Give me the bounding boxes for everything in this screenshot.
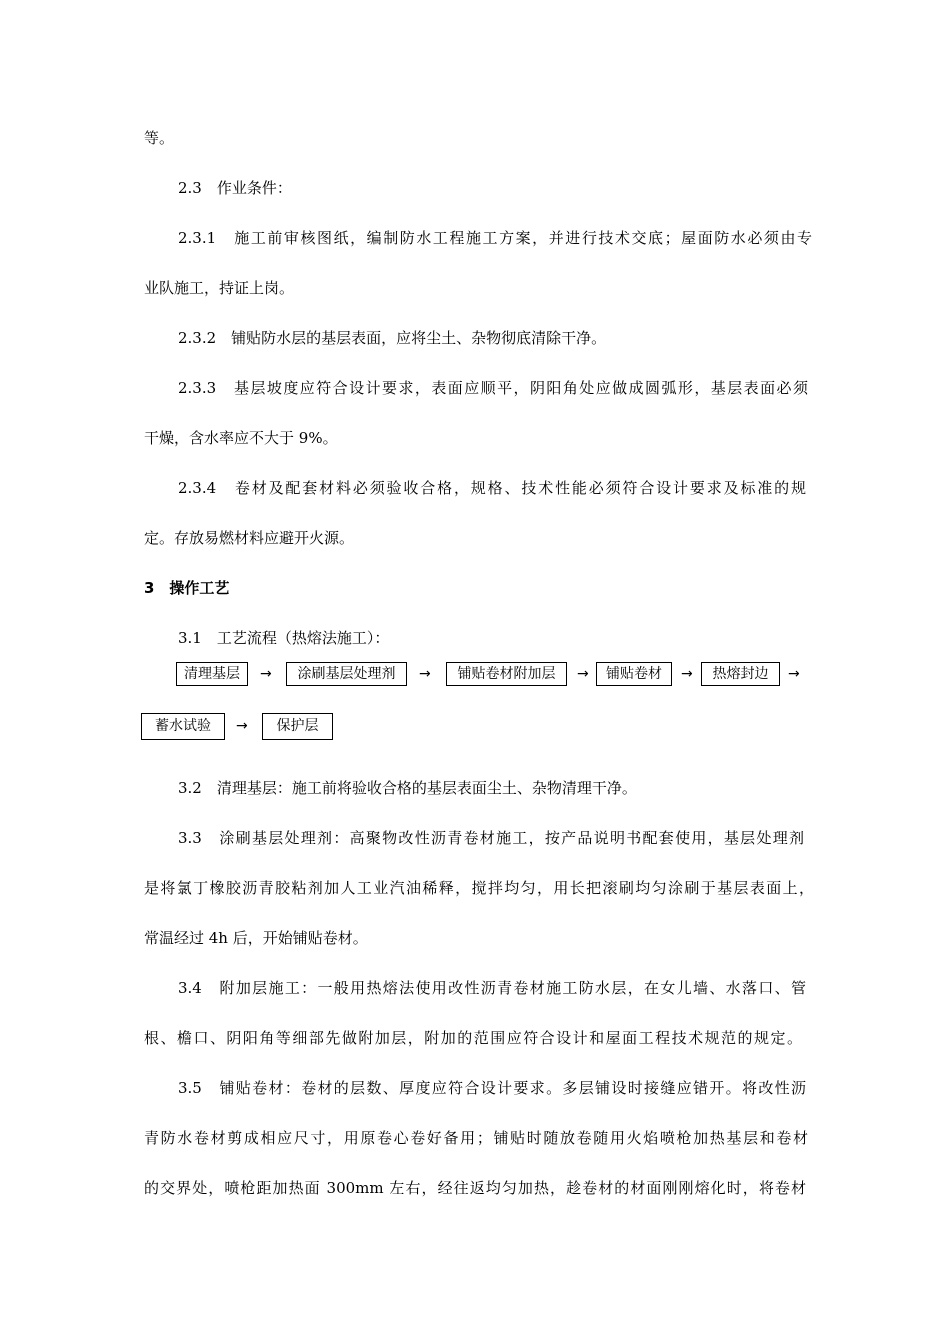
- paragraph-line: 3.2 清理基层：施工前将验收合格的基层表面尘土、杂物清理干净。: [178, 779, 637, 797]
- paragraph-line: 青防水卷材剪成相应尺寸，用原卷心卷好备用；铺贴时随放卷随用火焰喷枪加热基层和卷材: [144, 1129, 808, 1147]
- flow-step-1: 清理基层: [176, 662, 248, 686]
- flow-arrow: →: [788, 666, 800, 682]
- paragraph-line: 等。: [144, 129, 175, 147]
- paragraph-line: 根、檐口、阴阳角等细部先做附加层，附加的范围应符合设计和屋面工程技术规范的规定。: [144, 1029, 802, 1047]
- paragraph-line: 的交界处，喷枪距加热面 300mm 左右，经往返均匀加热，趁卷材的材面刚刚熔化时，将卷材: [144, 1179, 806, 1197]
- flow-arrow: →: [419, 666, 431, 682]
- paragraph-line: 3.5 铺贴卷材：卷材的层数、厚度应符合设计要求。多层铺设时接缝应错开。将改性沥: [178, 1079, 806, 1097]
- paragraph-line: 2.3.1 施工前审核图纸，编制防水工程施工方案，并进行技术交底；屋面防水必须由专: [178, 229, 812, 247]
- section-heading: 3.1 工艺流程（热熔法施工）：: [178, 629, 390, 647]
- flow-step-6: 蓄水试验: [141, 713, 225, 740]
- flow-step-3: 铺贴卷材附加层: [446, 662, 567, 686]
- paragraph-line: 3.4 附加层施工：一般用热熔法使用改性沥青卷材施工防水层，在女儿墙、水落口、管: [178, 979, 806, 997]
- paragraph-line: 定。存放易燃材料应避开火源。: [144, 529, 355, 547]
- flow-arrow: →: [577, 666, 589, 682]
- paragraph-line: 2.3.4 卷材及配套材料必须验收合格，规格、技术性能必须符合设计要求及标准的规: [178, 479, 806, 497]
- paragraph-line: 3.3 涂刷基层处理剂：高聚物改性沥青卷材施工，按产品说明书配套使用，基层处理剂: [178, 829, 804, 847]
- paragraph-line: 常温经过 4h 后，开始铺贴卷材。: [144, 929, 368, 947]
- flow-step-4: 铺贴卷材: [596, 662, 672, 686]
- flow-arrow: →: [260, 666, 272, 682]
- flow-step-2: 涂刷基层处理剂: [286, 662, 407, 686]
- paragraph-line: 干燥，含水率应不大于 9%。: [144, 429, 338, 447]
- paragraph-line: 2.3.3 基层坡度应符合设计要求，表面应顺平，阴阳角处应做成圆弧形，基层表面必须: [178, 379, 808, 397]
- flow-arrow: →: [236, 718, 248, 734]
- section-heading: 2.3 作业条件：: [178, 179, 292, 197]
- paragraph-line: 业队施工，持证上岗。: [144, 279, 295, 297]
- paragraph-line: 2.3.2 铺贴防水层的基层表面，应将尘土、杂物彻底清除干净。: [178, 329, 607, 347]
- flow-step-7: 保护层: [262, 713, 333, 740]
- section-title: 3 操作工艺: [144, 579, 230, 597]
- flow-step-5: 热熔封边: [701, 662, 780, 686]
- flow-arrow: →: [681, 666, 693, 682]
- paragraph-line: 是将氯丁橡胶沥青胶粘剂加人工业汽油稀释，搅拌均匀，用长把滚刷均匀涂刷于基层表面上，: [144, 879, 814, 897]
